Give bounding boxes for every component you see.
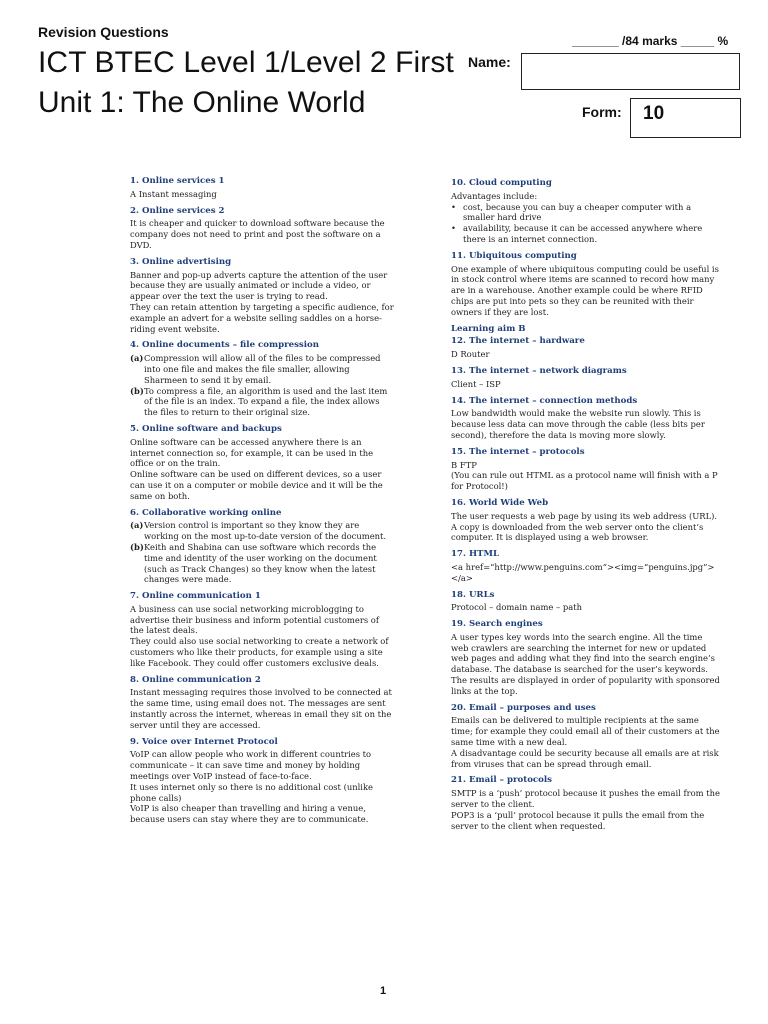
form-box[interactable]: 10 [630,98,741,138]
part-text: Version control is important so they know they are working on the most up-to-date version of the document. [144,520,387,542]
answer-section [130,340,395,418]
answer-part [130,542,395,585]
answer-section [130,737,395,825]
answer-text: (You can rule out HTML as a protocol name will finish with a P for Protocol!) [451,470,718,492]
answer-section [451,590,721,614]
section-heading: 16. World Wide Web [451,497,549,508]
section-heading: 10. Cloud computing [451,178,552,188]
answer-section [451,775,721,831]
section-heading: 6. Collaborative working online [130,507,282,518]
answer-text: Advantages include: [451,190,538,201]
section-heading: 8. Online communication 2 [130,674,261,685]
answer-text: It uses internet only so there is no additional cost (unlike phone calls) [130,781,374,803]
answer-section [451,251,721,318]
bullet-text: cost, because you can buy a cheaper computer with a smaller hard drive [463,201,692,223]
answer-section [451,366,721,390]
answer-section [451,619,721,697]
bullet-item [451,202,721,224]
answer-text: Online software can be accessed anywhere there is an internet connection so, for example, it can be used in the office or on the train. [130,436,374,469]
answer-text: B FTP [451,459,477,470]
answer-section [130,206,395,251]
part-text: Keith and Shabina can use software which records the time and identity of the user working on the document (such as Track Changes) so they know when the latest changes were made. [144,541,377,585]
page-title-line1: ICT BTEC Level 1/Level 2 First [38,46,454,79]
section-heading: 15. The internet – protocols [451,446,585,457]
answer-text: Low bandwidth would make the website run slowly. This is because less data can move through the cable (less bits per second), therefore the data is moving more slowly. [451,408,705,440]
answer-section [130,675,395,731]
part-text: To compress a file, an algorithm is used and the last item of the file is an index. To expand a file, the index allows the files to return to their original size. [144,385,388,418]
answer-section [451,447,721,492]
answer-part [130,386,395,418]
answer-section [451,324,721,360]
answer-section [451,549,721,583]
answer-text: The user requests a web page by using its web address (URL). A copy is downloaded from the web server onto the client’s computer. It is displayed using a web browser. [451,510,718,543]
answers-left-column [130,176,395,831]
answer-text: A disadvantage could be security because all emails are at risk from viruses that can be spread through email. [451,747,719,769]
section-heading: 17. HTML [451,549,500,560]
answer-text: <a href=“http://www.penguins.com”><img=“penguins.jpg”></a> [451,561,715,583]
section-heading: 20. Email – purposes and uses [451,702,596,713]
answer-text: SMTP is a ‘push’ protocol because it pushes the email from the server to the client. [451,788,720,810]
answer-text: VoIP can allow people who work in different countries to communicate – it can save time and money by holding meetings over VoIP instead of face-to-face. [130,749,372,782]
answer-text: A business can use social networking microblogging to advertise their business and inform potential customers of the latest deals. [130,603,379,636]
answer-text: Protocol – domain name – path [451,602,582,613]
answer-part [130,520,395,542]
answer-part [130,353,395,385]
answer-text: Instant messaging requires those involved to be connected at the same time, using email does not. The messages are sent instantly across the internet, whereas in email they sit on the server until they are accessed. [130,687,392,730]
answer-text: A Instant messaging [130,188,217,199]
part-label: (b) [130,385,144,396]
answer-text: Emails can be delivered to multiple recipients at the same time; for example they could email all of their customers at the same time with a new deal. [451,715,720,748]
answer-section [130,257,395,335]
section-heading: 7. Online communication 1 [130,591,261,602]
part-text: Compression will allow all of the files to be compressed into one file and makes the file smaller, allowing Sharmeen to send it by email. [144,353,381,385]
revision-label: Revision Questions [38,24,169,40]
section-heading: 1. Online services 1 [130,176,225,186]
answer-text: VoIP is also cheaper than travelling and hiring a venue, because users can stay where they are to communicate. [130,803,369,825]
name-label: Name: [468,54,511,70]
section-heading: 5. Online software and backups [130,423,282,434]
answer-section [130,591,395,669]
section-heading: 21. Email – protocols [451,775,553,786]
section-heading: 2. Online services 2 [130,205,225,216]
name-box[interactable] [521,53,740,90]
section-heading: 18. URLs [451,589,495,600]
section-heading: 19. Search engines [451,619,543,630]
part-label: (a) [130,353,144,364]
part-label: (b) [130,541,144,552]
form-label: Form: [582,104,622,120]
marks-field: _______ /84 marks _____ % [572,34,729,48]
section-heading: 13. The internet – network diagrams [451,365,627,376]
section-heading: 11. Ubiquitous computing [451,250,577,261]
bullet-marker: • [451,223,456,234]
bullet-text: availability, because it can be accessed anywhere where there is an internet connection. [463,223,703,244]
answer-section [130,424,395,502]
answer-text: A user types key words into the search engine. All the time web crawlers are searching the internet for new or updated web pages and adding what they find into the search engine’s database. The database is searched for the user’s keywords. The results are displayed in order of popularity with sponsored links at the top. [451,631,720,696]
section-heading: 12. The internet – hardware [451,336,585,347]
part-label: (a) [130,520,144,531]
section-heading: 4. Online documents – file compression [130,340,320,351]
page-title-line2: Unit 1: The Online World [38,86,366,119]
answer-section [451,178,721,245]
answer-text: Online software can be used on different devices, so a user can use it on a computer or mobile device and it will be the same on both. [130,469,383,501]
answer-section [451,498,721,543]
section-heading: 9. Voice over Internet Protocol [130,736,278,747]
answers-right-column [451,178,721,837]
subsection-heading: Learning aim B [451,323,526,334]
answer-text: They can retain attention by targeting a specific audience, for example an advert for a website selling saddles on a horse-riding event website. [130,301,394,334]
section-heading: 3. Online advertising [130,256,232,267]
answer-text: D Router [451,349,490,360]
section-heading: 14. The internet – connection methods [451,395,638,406]
answer-section [130,508,395,586]
answer-section [451,396,721,441]
bullet-marker: • [451,201,456,212]
answer-text: POP3 is a ‘pull’ protocol because it pulls the email from the server to the client when requested. [451,809,705,831]
answer-text: Banner and pop-up adverts capture the attention of the user because they are usually animated or include a video, or appear over the text the user is trying to read. [130,269,388,302]
answer-text: They could also use social networking to create a network of customers who like their products, for example using a site like Facebook. They could offer customers exclusive deals. [130,636,389,668]
answer-text: One example of where ubiquitous computing could be useful is in stock control where items are scanned to record how many are in a warehouse. Another example could be where RFID chips are put into pets so they can be reunited with their owners if they are lost. [451,263,719,317]
answer-section [130,176,395,200]
page-number: 1 [380,985,387,997]
answer-text: It is cheaper and quicker to download software because the company does not need to print and post the software on a DVD. [130,218,385,250]
bullet-item [451,223,721,245]
answer-text: Client – ISP [451,378,501,389]
answer-section [451,703,721,770]
